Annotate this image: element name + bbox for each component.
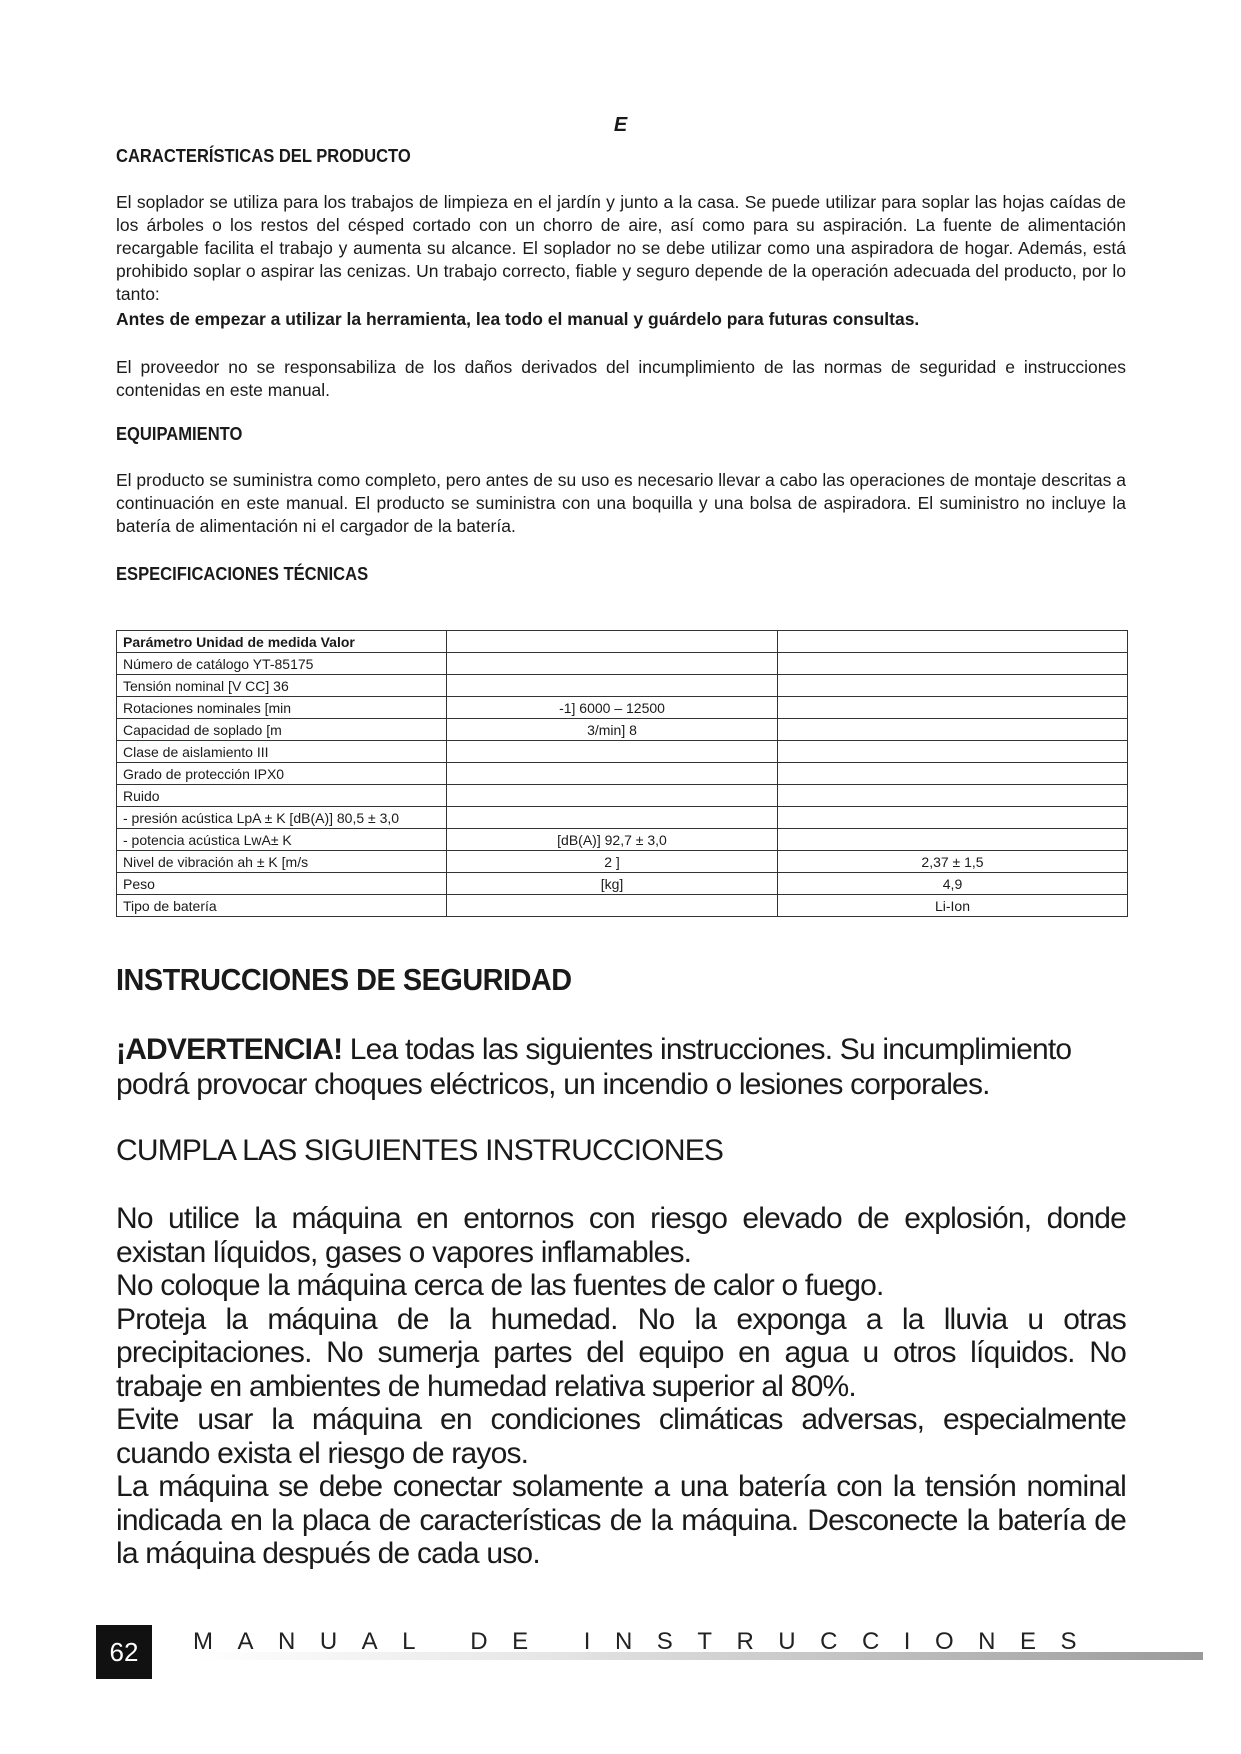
table-cell	[778, 763, 1128, 785]
table-cell: Grado de protección IPX0	[117, 763, 447, 785]
table-cell: [kg]	[447, 873, 778, 895]
safety-rule: La máquina se debe conectar solamente a una batería con la tensión nominal indicada en la placa de características de la máquina. Desconecte la batería de la máquina después de cada uso.	[116, 1470, 1126, 1570]
safety-rules	[116, 1202, 1126, 1571]
table-cell	[447, 653, 778, 675]
table-cell: Rotaciones nominales [min	[117, 697, 447, 719]
table-cell: 2 ]	[447, 851, 778, 873]
table-cell: Capacidad de soplado [m	[117, 719, 447, 741]
specs-section-title: ESPECIFICACIONES TÉCNICAS	[116, 564, 369, 584]
supplier-disclaimer: El proveedor no se responsabiliza de los daños derivados del incumplimiento de las normas de seguridad e instrucciones contenidas en este manual.	[116, 357, 1126, 400]
table-cell: 2,37 ± 1,5	[778, 851, 1128, 873]
table-cell	[778, 653, 1128, 675]
table-cell: - potencia acústica LwA± K	[117, 829, 447, 851]
table-cell	[447, 807, 778, 829]
specifications-table	[116, 630, 1128, 917]
table-cell: Tensión nominal [V CC] 36	[117, 675, 447, 697]
product-description: El soplador se utiliza para los trabajos de limpieza en el jardín y junto a la casa. Se puede utilizar para soplar las hojas caídas de los árboles o los restos del césped cortado con un chorro de aire, así como para su aspiración. La fuente de alimentación recargable facilita el trabajo y aumenta su alcance. El soplador no se debe utilizar como una aspiradora de hogar. Además, está prohibido soplar o aspirar las cenizas. Un trabajo correcto, fiable y seguro depende de la operación adecuada del producto, por lo tanto:	[116, 192, 1126, 304]
table-row	[117, 807, 1128, 829]
table-cell: Número de catálogo YT-85175	[117, 653, 447, 675]
table-cell: - presión acústica LpA ± K [dB(A)] 80,5 ± 3,0	[117, 807, 447, 829]
table-cell: Peso	[117, 873, 447, 895]
safety-rule: No utilice la máquina en entornos con riesgo elevado de explosión, donde existan líquidos, gases o vapores inflamables.	[116, 1202, 1126, 1269]
table-row	[117, 873, 1128, 895]
equipment-section-title: EQUIPAMIENTO	[116, 424, 243, 444]
table-cell: Ruido	[117, 785, 447, 807]
safety-subtitle: CUMPLA LAS SIGUIENTES INSTRUCCIONES	[116, 1134, 724, 1167]
product-section-title: CARACTERÍSTICAS DEL PRODUCTO	[116, 146, 411, 166]
table-cell	[447, 763, 778, 785]
table-cell: -1] 6000 – 12500	[447, 697, 778, 719]
safety-rule: Proteja la máquina de la humedad. No la exponga a la lluvia u otras precipitaciones. No sumerja partes del equipo en agua u otros líquidos. No trabaje en ambientes de humedad relativa superior al 80%.	[116, 1302, 1126, 1403]
footer-title: MANUAL DE INSTRUCCIONES	[193, 1628, 1101, 1655]
table-row	[117, 697, 1128, 719]
table-cell	[778, 741, 1128, 763]
table-row	[117, 895, 1128, 917]
table-row	[117, 653, 1128, 675]
page-number: 62	[96, 1625, 152, 1679]
table-cell	[447, 741, 778, 763]
warning-paragraph	[116, 1032, 1126, 1102]
table-cell: 4,9	[778, 873, 1128, 895]
table-row	[117, 851, 1128, 873]
table-row	[117, 631, 1128, 653]
table-cell: Clase de aislamiento III	[117, 741, 447, 763]
table-cell: Parámetro Unidad de medida Valor	[117, 631, 447, 653]
table-cell: Li-Ion	[778, 895, 1128, 917]
table-cell	[447, 785, 778, 807]
table-cell	[778, 785, 1128, 807]
table-row	[117, 785, 1128, 807]
warning-label: ¡ADVERTENCIA!	[116, 1033, 343, 1066]
table-cell: 3/min] 8	[447, 719, 778, 741]
table-cell	[778, 807, 1128, 829]
table-cell	[778, 675, 1128, 697]
read-manual-notice: Antes de empezar a utilizar la herramienta, lea todo el manual y guárdelo para futuras consultas.	[116, 309, 920, 329]
table-cell: [dB(A)] 92,7 ± 3,0	[447, 829, 778, 851]
table-row	[117, 741, 1128, 763]
safety-rule: Evite usar la máquina en condiciones climáticas adversas, especialmente cuando exista el riesgo de rayos.	[116, 1403, 1126, 1470]
table-cell	[778, 829, 1128, 851]
table-cell	[447, 631, 778, 653]
table-cell	[778, 697, 1128, 719]
table-cell: Nivel de vibración ah ± K [m/s	[117, 851, 447, 873]
table-cell	[447, 895, 778, 917]
table-row	[117, 829, 1128, 851]
language-mark: E	[613, 114, 628, 136]
safety-rule: No coloque la máquina cerca de las fuentes de calor o fuego.	[116, 1269, 884, 1302]
table-row	[117, 763, 1128, 785]
table-row	[117, 675, 1128, 697]
table-cell	[447, 675, 778, 697]
table-cell: Tipo de batería	[117, 895, 447, 917]
warning-text: Lea todas las siguientes instrucciones. Su incumplimiento podrá provocar choques eléctricos, un incendio o lesiones corporales.	[116, 1033, 1072, 1101]
equipment-description: El producto se suministra como completo, pero antes de su uso es necesario llevar a cabo las operaciones de montaje descritas a continuación en este manual. El producto se suministra con una boquilla y una bolsa de aspiradora. El suministro no incluye la batería de alimentación ni el cargador de la batería.	[116, 470, 1126, 536]
table-cell	[778, 719, 1128, 741]
table-row	[117, 719, 1128, 741]
safety-section-title: INSTRUCCIONES DE SEGURIDAD	[116, 962, 572, 997]
table-cell	[778, 631, 1128, 653]
